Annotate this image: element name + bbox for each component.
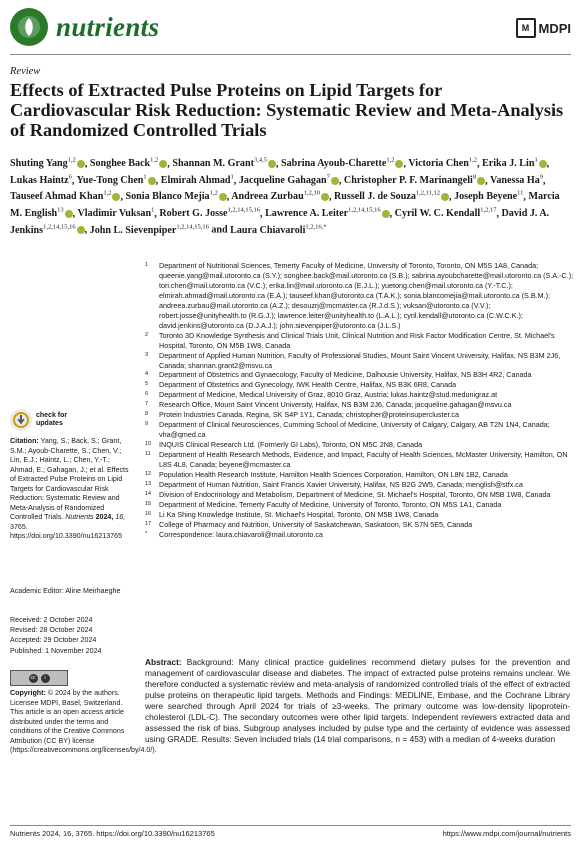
orcid-icon[interactable] xyxy=(331,177,339,185)
copyright-text: © 2024 by the authors. Licensee MDPI, Basel, Switzerland. This article is an open access article distributed under the terms and conditions of the Creative Commons Attribution (CC BY) license (https://creativecommons.org/licenses/by/4.0/). xyxy=(10,689,157,754)
affiliation-item: 12 Population Health Research Institute, Hamilton Health Sciences Corporation, Hamilton, ON L8N 1B2, Canada xyxy=(145,470,508,480)
author-name[interactable]: Sabrina Ayoub-Charette$^{1,2}$ xyxy=(281,158,403,169)
orcid-icon[interactable] xyxy=(112,193,120,201)
copyright-label: Copyright: xyxy=(10,689,46,697)
affiliation-item: 2 Toronto 3D Knowledge Synthesis and Clinical Trials Unit, Clinical Nutrition and Risk Factor Modification Centre, St. Michael's Hospital, Toronto, ON M5B 1W8, Canada xyxy=(145,330,555,350)
author-name[interactable]: Andreea Zurbau$^{1,2,10}$ xyxy=(231,191,329,202)
affiliation-list xyxy=(145,261,575,540)
article-type: Review xyxy=(10,66,41,77)
author-name[interactable]: Victoria Chen$^{1,2}$ xyxy=(408,157,477,170)
author-name[interactable]: Laura Chiavaroli$^{1,2,16,*}$ xyxy=(230,223,327,236)
author-name[interactable]: Lukas Haintz$^6$ xyxy=(10,173,72,186)
affiliation-item: 10 INQUIS Clinical Research Ltd. (Formerly GI Labs), Toronto, ON M5C 2N8, Canada xyxy=(145,440,423,450)
affiliation-item: 1 Department of Nutritional Sciences, Temerty Faculty of Medicine, University of Toronto, Toronto, ON M5S 1A8, Canada; queenie.yang@mail.utoronto.ca (S.Y.); songhee.back@mail.utoronto.ca (S.B.); sabrina.ayoubcharette@mail.utoronto.ca (S.A.-C.); tori.chen@mail.utoronto.ca (V.C.); erika.lin@mail.utoronto.ca (E.J.L.); yuetong.chen@mail.utoronto.ca (Y.-T.C.); elmirah.ahmad@mail.utoronto.ca (E.A.); tauseef.khan@utoronto.ca (T.A.K.); sonia.blancomejia@mail.utoronto.ca (S.B.M.); andreea.zurbau@mail.utoronto.ca (A.Z.); desouzrj@mcmaster.ca (R.J.d.S.); vuksan@utoronto.ca (V.V.); robert.josse@unityhealth.to (R.G.J.); lawrence.leiter@unityhealth.to (L.A.L.); cyril.kendall@utoronto.ca (C.W.C.K.); david.jenkins@utoronto.ca (D.J.A.J.); john.sievenpiper@utoronto.ca (J.L.S.) xyxy=(145,261,574,330)
copyright-block xyxy=(10,689,157,756)
author-name[interactable]: Christopher P. F. Marinangeli$^8$ xyxy=(344,175,485,186)
citation-journal: Nutrients xyxy=(65,513,94,521)
affiliation-item: 17 College of Pharmacy and Nutrition, University of Saskatchewan, Saskatoon, SK S7N 5E5, Canada xyxy=(145,519,473,529)
affiliation-item: 8 Protein Industries Canada, Regina, SK S4P 1Y1, Canada; christopher@proteinsupercluster.ca xyxy=(145,410,460,420)
affiliation-item: 7 Research Office, Mount Saint Vincent University, Halifax, NS B3M 2J6, Canada; jacqueline.gahagan@msvu.ca xyxy=(145,400,512,410)
affiliation-item: 16 Li Ka Shing Knowledge Institute, St. Michael's Hospital, Toronto, ON M5B 1W8, Canada xyxy=(145,509,439,519)
author-name[interactable]: Russell J. de Souza$^{1,2,11,12}$ xyxy=(334,191,449,202)
citation-volume: 16, xyxy=(115,513,126,521)
affiliation-item: 6 Department of Medicine, Medical University of Graz, 8010 Graz, Austria; lukas.haintz@stud.medunigraz.at xyxy=(145,390,498,400)
affiliation-item: 11 Department of Health Research Methods, Evidence, and Impact, Faculty of Health Sciences, McMaster University, Hamilton, ON L8S 4L8, Canada; beyene@mcmaster.ca xyxy=(145,450,568,470)
date-line: Accepted: 29 October 2024 xyxy=(10,636,97,645)
affiliation-item: 5 Department of Obstetrics and Gynecology, IWK Health Centre, Halifax, NS B3K 6R8, Canada xyxy=(145,380,457,390)
mdpi-icon: M xyxy=(516,18,536,38)
orcid-icon[interactable] xyxy=(539,160,547,168)
orcid-icon[interactable] xyxy=(77,160,85,168)
affiliation-item: 14 Division of Endocrinology and Metabolism, Department of Medicine, St. Michael's Hospital, Toronto, ON M5B 1W8, Canada xyxy=(145,489,551,499)
orcid-icon[interactable] xyxy=(148,177,156,185)
by-icon: i xyxy=(41,674,50,683)
author-name[interactable]: Vanessa Ha$^9$ xyxy=(489,173,544,186)
journal-name: nutrients xyxy=(56,12,160,42)
orcid-icon[interactable] xyxy=(321,193,329,201)
orcid-icon[interactable] xyxy=(382,210,390,218)
date-line: Published: 1 November 2024 xyxy=(10,646,102,655)
date-line: Revised: 28 October 2024 xyxy=(10,626,93,635)
author-name[interactable]: Joseph Beyene$^{11}$ xyxy=(454,190,524,203)
author-name[interactable]: David J. A. Jenkins$^{1,2,14,15,16}$ xyxy=(10,208,550,236)
affiliation-item: * Correspondence: laura.chiavaroli@mail.utoronto.ca xyxy=(145,529,323,539)
citation-year: 2024, xyxy=(95,513,114,521)
affiliation-item: 9 Department of Clinical Neurosciences, Cumming School of Medicine, University of Calgary, Calgary, AB T2N 1N4, Canada; vha@qmed.ca xyxy=(145,420,550,440)
orcid-icon[interactable] xyxy=(65,210,73,218)
author-name[interactable]: Erika J. Lin$^1$ xyxy=(482,158,547,169)
publisher-name: MDPI xyxy=(538,20,571,36)
orcid-icon[interactable] xyxy=(77,226,85,234)
author-name[interactable]: Cyril W. C. Kendall$^{1,2,17}$ xyxy=(394,206,497,220)
author-name[interactable]: Shannan M. Grant$^{3,4,5}$ xyxy=(172,158,276,169)
orcid-icon[interactable] xyxy=(159,160,167,168)
orcid-icon[interactable] xyxy=(477,177,485,185)
author-name[interactable]: Marcia M. English$^{13}$ xyxy=(10,191,560,220)
author-name[interactable]: Lawrence A. Leiter$^{1,2,14,15,16}$ xyxy=(265,208,390,219)
affiliation-item: 3 Department of Applied Human Nutrition, Faculty of Professional Studies, Mount Saint Vincent University, Halifax, NS B3M 2J6, Canada; shannan.grant2@msvu.ca xyxy=(145,350,561,370)
footer-journal-url[interactable]: https://www.mdpi.com/journal/nutrients xyxy=(442,829,571,838)
cc-icon: cc xyxy=(30,675,36,681)
orcid-icon[interactable] xyxy=(441,193,449,201)
publisher-logo[interactable] xyxy=(516,18,572,38)
author-name[interactable]: Shuting Yang$^{1,2}$ xyxy=(10,158,85,169)
check-updates-icon xyxy=(10,409,32,431)
date-line: Received: 2 October 2024 xyxy=(10,616,93,624)
check-for-updates-button[interactable] xyxy=(10,409,67,431)
author-name[interactable]: Elmirah Ahmad$^1$ xyxy=(160,173,234,186)
publication-dates xyxy=(10,615,102,656)
header-divider xyxy=(10,54,571,55)
footer-divider xyxy=(10,825,571,826)
author-name[interactable]: Tauseef Ahmad Khan$^{1,2}$ xyxy=(10,191,120,202)
affiliation-item: 13 Department of Human Nutrition, Saint Francis Xavier University, Halifax, NS B2G 2W5, Canada; menglish@stfx.ca xyxy=(145,479,523,489)
abstract xyxy=(145,657,570,745)
article-title: Effects of Extracted Pulse Proteins on Lipid Targets for Cardiovascular Risk Reduction: Systematic Review and Meta-Analysis of Randomized Controlled Trials xyxy=(10,80,564,140)
citation-label: Citation: xyxy=(10,437,39,445)
check-updates-line1: check for xyxy=(36,412,68,419)
author-name[interactable]: Songhee Back$^{1,2}$ xyxy=(90,158,167,169)
citation-doi[interactable]: 3765. https://doi.org/10.3390/nu16213765 xyxy=(10,522,123,540)
orcid-icon[interactable] xyxy=(219,193,227,201)
check-updates-line2: updates xyxy=(36,420,63,427)
abstract-text: Background: Many clinical practice guidelines recommend dietary pulses for the prevention and management of cardiovascular disease and diabetes. The impact of extracted pulse proteins remains unclear. We therefore conducted a systematic review and meta-analysis of randomized controlled trials of the effect of extracted pulse proteins on therapeutic lipid targets. Methods and Findings: MEDLINE, Embase, and the Cochrane Library were searched through April 2024 for trials of ≥3-weeks. The primary outcome was low-density lipoprotein-cholesterol (LDL-C). The secondary outcomes were other lipid targets. Independent reviewers extracted data and assessed the risk of bias. Subgroup analyses included by pulse type and the certainty of evidence was assessed using GRADE. Results: Seven included trials (14 trial comparisons, n = 453) with a median of 4-weeks duration xyxy=(145,657,570,745)
affiliation-item: 4 Department of Obstetrics and Gynaecology, Faculty of Medicine, Dalhousie University, Halifax, NS B3H 4R2, Canada xyxy=(145,370,532,380)
abstract-label: Abstract: xyxy=(145,657,182,667)
author-name[interactable]: Vladimir Vuksan$^1$ xyxy=(77,206,155,220)
cc-by-license-badge[interactable] xyxy=(10,670,68,686)
footer-citation: Nutrients 2024, 16, 3765. https://doi.org/10.3390/nu16213765 xyxy=(10,829,215,838)
citation-block xyxy=(10,437,130,542)
orcid-icon[interactable] xyxy=(395,160,403,168)
academic-editor: Academic Editor: Aline Meirhaeghe xyxy=(10,587,121,595)
orcid-icon[interactable] xyxy=(268,160,276,168)
author-name[interactable]: Yue-Tong Chen$^1$ xyxy=(77,175,156,186)
journal-logo-icon xyxy=(10,8,48,46)
affiliation-item: 15 Department of Medicine, Temerty Faculty of Medicine, University of Toronto, Toronto, ON M5S 1A1, Canada xyxy=(145,499,502,509)
author-name[interactable]: Robert G. Josse$^{1,2,14,15,16}$ xyxy=(159,206,261,220)
author-name[interactable]: Jacqueline Gahagan$^7$ xyxy=(239,175,339,186)
author-name[interactable]: Sonia Blanco Mejia$^{1,2}$ xyxy=(125,191,226,202)
author-list: Shuting Yang$^{1,2}$ , Songhee Back$^{1,2}$ , Shannan M. Grant$^{3,4,5}$ , Sabrina Ayoub-Charette$^{1,2}$ , Victoria Chen$^{1,2}$, Erika J. Lin$^1$ , Lukas Haintz$^6$, Yue-Tong Chen$^1$ , Elmirah Ahmad$^1$, Jacqueline Gahagan$^7$ , Christopher P. F. Marinangeli$^8$ , Vanessa Ha$^9$, Tauseef Ahmad Khan$^{1,2}$ , Sonia Blanco Mejia$^{1,2}$ , Andreea Zurbau$^{1,2,10}$ , Russell J. de Souza$^{1,2,11,12}$ , Joseph Beyene$^{11}$, Marcia M. English$^{13}$ , Vladimir Vuksan$^1$, Robert G. Josse$^{1,2,14,15,16}$, Lawrence A. Leiter$^{1,2,14,15,16}$ , Cyril W. C. Kendall$^{1,2,17}$, David J. A. Jenkins$^{1,2,14,15,16}$ , John L. Sievenpiper$^{1,2,14,15,16}$ and Laura Chiavaroli$^{1,2,16,*}$ xyxy=(10,157,560,236)
author-name[interactable]: John L. Sievenpiper$^{1,2,14,15,16}$ xyxy=(89,223,209,236)
citation-text: Yang, S.; Back, S.; Grant, S.M.; Ayoub-Charette, S.; Chen, V.; Lin, E.J.; Haintz, L.; Chen, Y.-T.; Ahmad, E.; Gahagan, J.; et al. Effects of Extracted Pulse Proteins on Lipid Targets for Cardiovascular Risk Reduction: Systematic Review and Meta-Analysis of Randomized Controlled Trials. xyxy=(10,437,129,521)
